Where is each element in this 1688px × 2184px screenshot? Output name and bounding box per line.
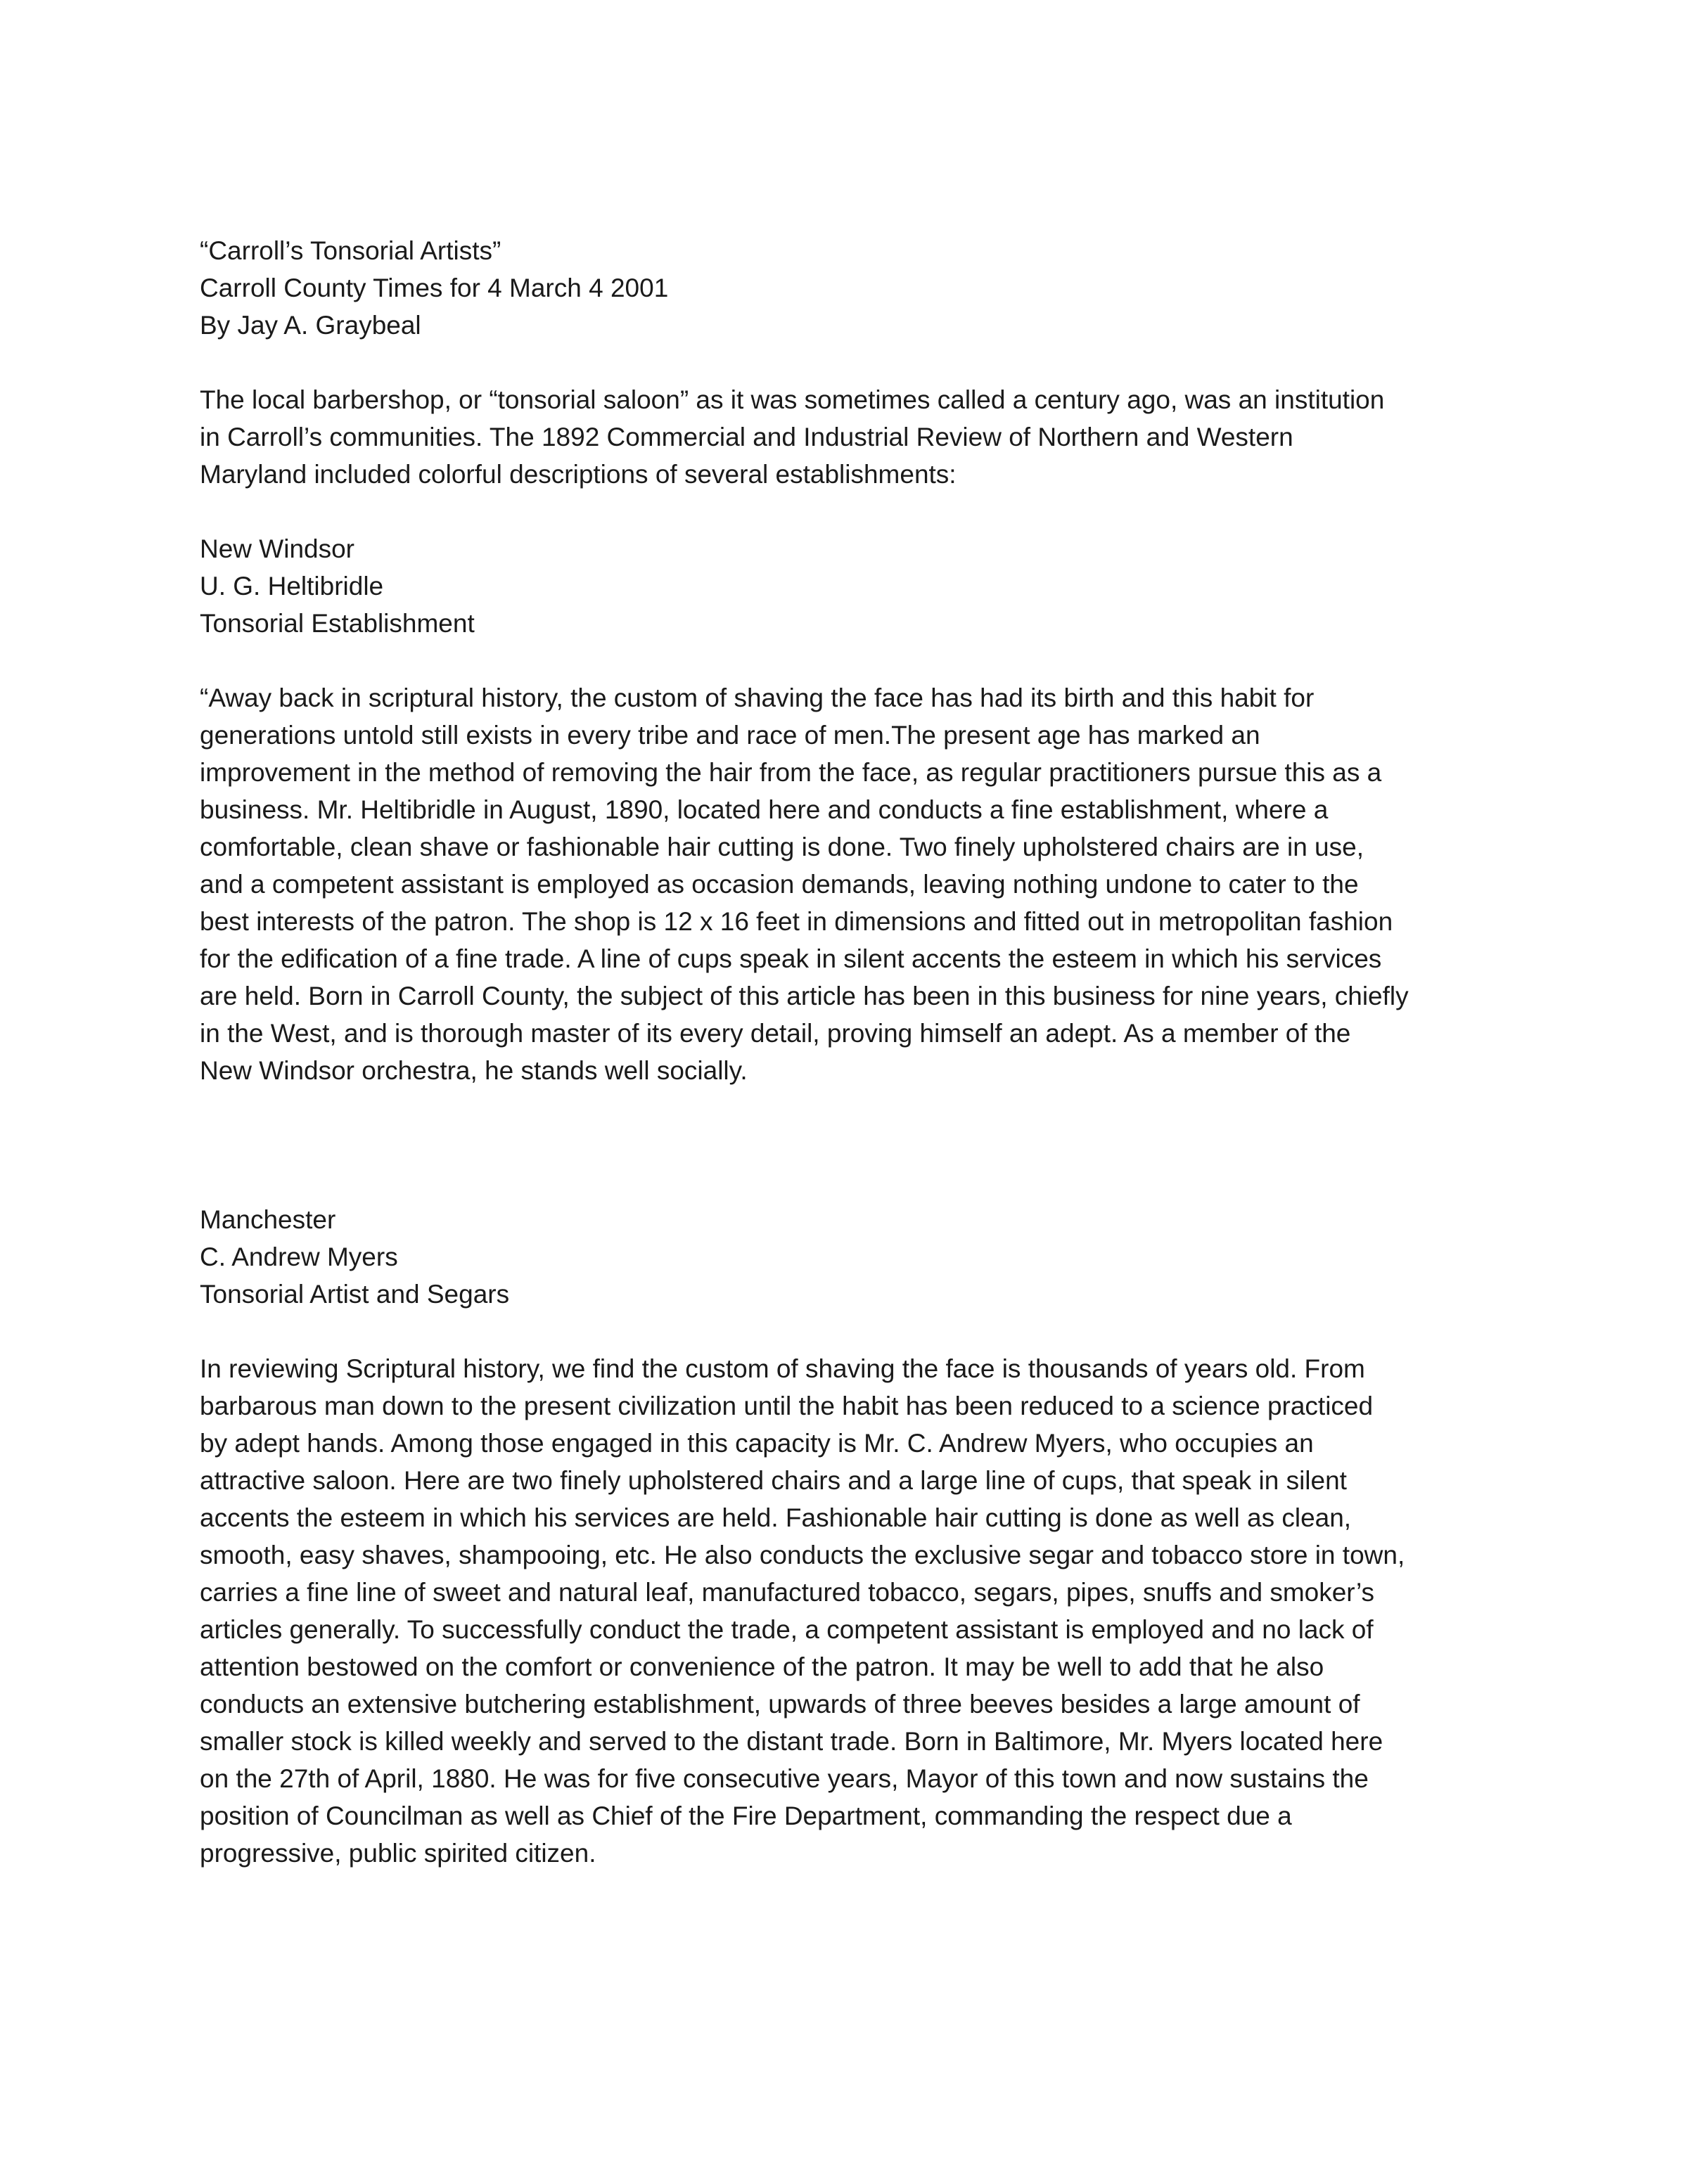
- paragraph-line: smooth, easy shaves, shampooing, etc. He also conducts the exclusive segar and tobacco store in town,: [200, 1541, 1405, 1569]
- entry-business: Tonsorial Artist and Segars: [200, 1280, 510, 1309]
- paragraph-line: attractive saloon. Here are two finely upholstered chairs and a large line of cups, that speak in silent: [200, 1466, 1347, 1495]
- paragraph-line: and a competent assistant is employed as occasion demands, leaving nothing undone to cater to the: [200, 870, 1359, 899]
- paragraph-line: improvement in the method of removing the hair from the face, as regular practitioners pursue this as a: [200, 758, 1382, 787]
- entry-paragraph-manchester: [200, 1350, 1522, 1872]
- entry-paragraph-new-windsor: [200, 679, 1522, 1089]
- entry-proprietor: C. Andrew Myers: [200, 1242, 398, 1271]
- intro-paragraph: [200, 381, 1522, 493]
- paragraph-line: carries a fine line of sweet and natural leaf, manufactured tobacco, segars, pipes, snuffs and smoker’s: [200, 1578, 1375, 1607]
- document-page: [200, 232, 1522, 1872]
- paragraph-line: generations untold still exists in every tribe and race of men.The present age has marked an: [200, 721, 1260, 750]
- entry-town: Manchester: [200, 1205, 336, 1234]
- paragraph-line: The local barbershop, or “tonsorial saloon” as it was sometimes called a century ago, was an institution: [200, 385, 1385, 414]
- article-title: “Carroll’s Tonsorial Artists”: [200, 236, 501, 265]
- paragraph-line: New Windsor orchestra, he stands well socially.: [200, 1056, 748, 1085]
- entry-town: New Windsor: [200, 534, 354, 563]
- entry-heading-manchester: [200, 1201, 1522, 1313]
- paragraph-line: by adept hands. Among those engaged in this capacity is Mr. C. Andrew Myers, who occupies an: [200, 1429, 1314, 1458]
- paragraph-line: are held. Born in Carroll County, the subject of this article has been in this business for nine years, chiefly: [200, 982, 1409, 1010]
- byline: By Jay A. Graybeal: [200, 311, 421, 340]
- paragraph-line: articles generally. To successfully conduct the trade, a competent assistant is employed and no lack of: [200, 1615, 1374, 1644]
- paragraph-line: business. Mr. Heltibridle in August, 1890, located here and conducts a fine establishment, where a: [200, 795, 1329, 824]
- paragraph-line: best interests of the patron. The shop is 12 x 16 feet in dimensions and fitted out in metropolitan fashion: [200, 907, 1393, 936]
- publication-line: Carroll County Times for 4 March 4 2001: [200, 274, 669, 302]
- paragraph-line: attention bestowed on the comfort or convenience of the patron. It may be well to add that he also: [200, 1652, 1324, 1681]
- paragraph-line: progressive, public spirited citizen.: [200, 1839, 596, 1868]
- entry-proprietor: U. G. Heltibridle: [200, 572, 384, 600]
- paragraph-line: in Carroll’s communities. The 1892 Commercial and Industrial Review of Northern and Western: [200, 423, 1293, 451]
- article-header: [200, 232, 1522, 344]
- paragraph-line: conducts an extensive butchering establishment, upwards of three beeves besides a large amount of: [200, 1690, 1360, 1719]
- paragraph-line: smaller stock is killed weekly and served to the distant trade. Born in Baltimore, Mr. Myers located here: [200, 1727, 1383, 1756]
- paragraph-line: Maryland included colorful descriptions of several establishments:: [200, 460, 957, 489]
- entry-heading-new-windsor: [200, 530, 1522, 642]
- paragraph-line: in the West, and is thorough master of its every detail, proving himself an adept. As a member of the: [200, 1019, 1351, 1048]
- paragraph-line: In reviewing Scriptural history, we find the custom of shaving the face is thousands of years old. From: [200, 1354, 1365, 1383]
- entry-business: Tonsorial Establishment: [200, 609, 475, 638]
- paragraph-line: barbarous man down to the present civilization until the habit has been reduced to a science practiced: [200, 1392, 1374, 1420]
- paragraph-line: on the 27th of April, 1880. He was for five consecutive years, Mayor of this town and now sustains the: [200, 1764, 1369, 1793]
- paragraph-line: accents the esteem in which his services are held. Fashionable hair cutting is done as well as clean,: [200, 1503, 1352, 1532]
- paragraph-line: comfortable, clean shave or fashionable hair cutting is done. Two finely upholstered chairs are in use,: [200, 833, 1364, 861]
- paragraph-line: “Away back in scriptural history, the custom of shaving the face has had its birth and this habit for: [200, 683, 1315, 712]
- paragraph-line: for the edification of a fine trade. A line of cups speak in silent accents the esteem in which his services: [200, 944, 1382, 973]
- paragraph-line: position of Councilman as well as Chief of the Fire Department, commanding the respect due a: [200, 1801, 1292, 1830]
